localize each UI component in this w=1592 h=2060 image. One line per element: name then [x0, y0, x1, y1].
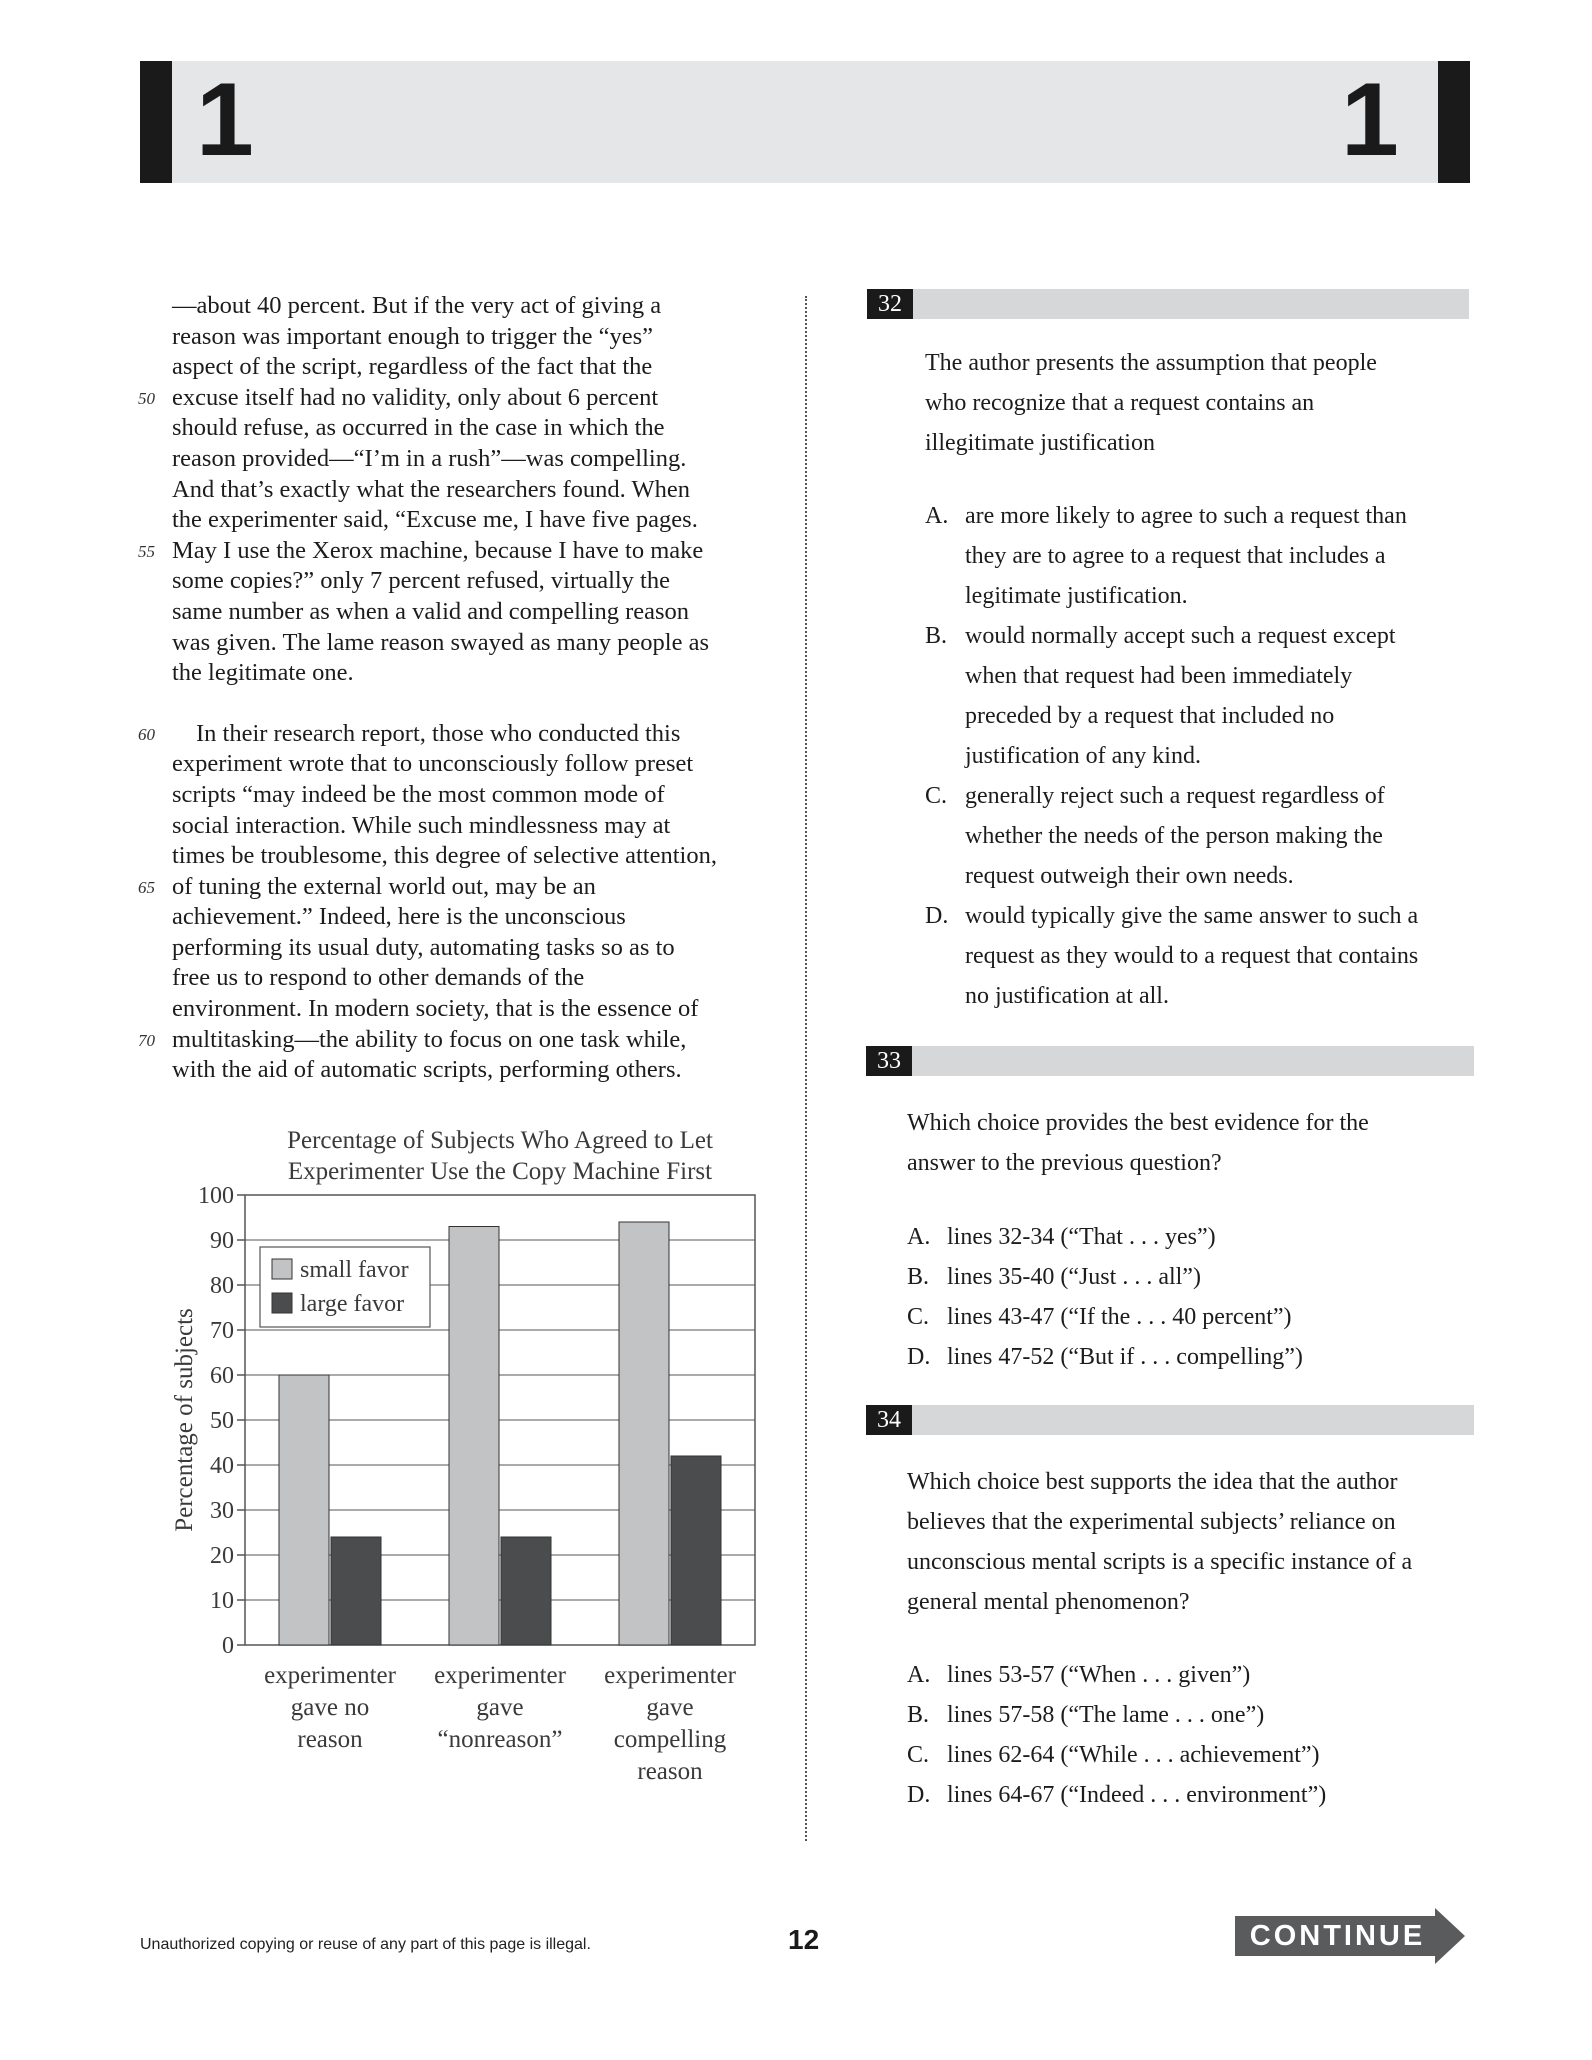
question-number: 32 [867, 289, 913, 319]
reading-passage [138, 291, 772, 1086]
passage-line-text: And that’s exactly what the researchers found. When [172, 475, 690, 503]
x-category-label: reason [637, 1758, 703, 1785]
option-text-line: lines 64-67 (“Indeed . . . environment”) [947, 1782, 1327, 1808]
y-tick-label: 50 [210, 1408, 234, 1434]
passage-line [172, 322, 772, 353]
question-stem-line: unconscious mental scripts is a specific instance of a [907, 1549, 1413, 1575]
option-text-line: legitimate justification. [965, 583, 1188, 609]
option-letter: D. [925, 903, 949, 929]
y-tick-label: 100 [198, 1183, 234, 1209]
section-number-right: 1 [1341, 62, 1399, 178]
y-tick-label: 10 [210, 1588, 234, 1614]
x-category-label: gave [476, 1694, 524, 1721]
answer-options [907, 1655, 1326, 1815]
option-letter: B. [925, 623, 948, 649]
passage-line-text: should refuse, as occurred in the case in which the [172, 414, 665, 442]
chart-title-line: Experimenter Use the Copy Machine First [287, 1158, 713, 1185]
passage-line [172, 505, 772, 536]
passage-line [138, 1025, 772, 1056]
option-text-line: lines 62-64 (“While . . . achievement”) [947, 1742, 1320, 1768]
passage-line [172, 597, 772, 628]
option-text-line: they are to agree to a request that includes a [965, 543, 1386, 569]
answer-option-b[interactable] [907, 1257, 1303, 1297]
option-text-line: preceded by a request that included no [965, 703, 1335, 729]
answer-option-c[interactable] [907, 1735, 1326, 1775]
continue-label: CONTINUE [1249, 1920, 1426, 1952]
passage-line-text: times be troublesome, this degree of selective attention, [172, 842, 717, 870]
passage-line [172, 658, 772, 689]
passage-line [172, 444, 772, 475]
passage-line-text: the experimenter said, “Excuse me, I have five pages. [172, 506, 698, 534]
question-number: 33 [866, 1046, 912, 1076]
option-text-line: lines 35-40 (“Just . . . all”) [947, 1264, 1201, 1290]
section-header-right-bar [1438, 61, 1470, 183]
passage-line-text: environment. In modern society, that is the essence of [172, 995, 699, 1023]
question-stem-line: illegitimate justification [925, 430, 1155, 456]
line-number: 70 [138, 1030, 155, 1050]
question-stem-line: believes that the experimental subjects’ reliance on [907, 1509, 1396, 1535]
passage-line [172, 628, 772, 659]
passage-line [172, 994, 772, 1025]
question-stem-line: general mental phenomenon? [907, 1589, 1190, 1615]
passage-line-text: May I use the Xerox machine, because I have to make [172, 536, 704, 564]
passage-line-text: the legitimate one. [172, 659, 354, 687]
answer-option-d[interactable] [907, 1775, 1326, 1815]
passage-line-text: —about 40 percent. But if the very act of giving a [172, 292, 662, 319]
answer-option-d[interactable] [907, 1337, 1303, 1377]
x-category-label: experimenter [604, 1662, 736, 1689]
passage-line [172, 749, 772, 780]
chart-title-line: Percentage of Subjects Who Agreed to Let [287, 1127, 713, 1154]
column-divider [805, 296, 807, 1841]
x-category-label: gave [646, 1694, 694, 1721]
passage-line [138, 383, 772, 414]
passage-line-text: was given. The lame reason swayed as many people as [172, 628, 710, 656]
bar-large-favor [331, 1537, 381, 1645]
x-category-label: compelling [613, 1726, 727, 1753]
passage-line-text: excuse itself had no validity, only about 6 percent [172, 383, 659, 411]
passage-line-text: scripts “may indeed be the most common mode of [172, 780, 665, 808]
passage-line-text: performing its usual duty, automating tasks so as to [172, 933, 675, 961]
x-category-label: experimenter [434, 1662, 566, 1689]
option-letter: D. [907, 1344, 931, 1370]
y-tick-label: 0 [222, 1633, 234, 1659]
passage-line-text: aspect of the script, regardless of the fact that the [172, 353, 653, 381]
section-header-band [140, 61, 1470, 183]
legend-swatch [272, 1259, 292, 1279]
passage-line [172, 780, 772, 811]
bar-large-favor [501, 1537, 551, 1645]
answer-option-c[interactable] [907, 1297, 1303, 1337]
question-stem-line: The author presents the assumption that people [925, 350, 1377, 376]
x-category-label: experimenter [264, 1662, 396, 1689]
option-letter: C. [907, 1304, 930, 1330]
question-header-bar [867, 289, 1469, 319]
passage-line-text: same number as when a valid and compelling reason [172, 597, 690, 625]
y-tick-label: 40 [210, 1453, 234, 1479]
answer-option-b[interactable] [925, 616, 1418, 776]
question-stem-line: Which choice best supports the idea that the author [907, 1469, 1398, 1495]
option-text-line: justification of any kind. [965, 743, 1201, 769]
option-letter: B. [907, 1264, 930, 1290]
question-header-bar [866, 1405, 1474, 1435]
line-number: 50 [138, 388, 155, 408]
question-stem [925, 343, 1377, 463]
y-tick-label: 90 [210, 1228, 234, 1254]
option-letter: B. [907, 1702, 930, 1728]
x-category-label: reason [297, 1726, 363, 1753]
question-stem [907, 1462, 1412, 1622]
passage-line-text: of tuning the external world out, may be an [172, 872, 596, 900]
y-tick-label: 60 [210, 1363, 234, 1389]
y-tick-label: 30 [210, 1498, 234, 1524]
answer-options [907, 1217, 1303, 1377]
passage-line-text: experiment wrote that to unconsciously follow preset [172, 750, 694, 778]
passage-line [138, 719, 772, 750]
passage-line [138, 536, 772, 567]
line-number: 55 [138, 541, 155, 561]
passage-line [172, 291, 772, 322]
passage-paragraph-1 [138, 291, 772, 689]
option-letter: C. [925, 783, 948, 809]
option-letter: A. [907, 1662, 931, 1688]
y-tick-label: 80 [210, 1273, 234, 1299]
option-text-line: no justification at all. [965, 983, 1169, 1009]
line-number: 65 [138, 877, 155, 897]
legend-label: large favor [300, 1291, 405, 1317]
option-text-line: lines 43-47 (“If the . . . 40 percent”) [947, 1304, 1292, 1330]
passage-line [172, 1055, 772, 1086]
answer-option-a[interactable] [907, 1217, 1303, 1257]
y-tick-label: 70 [210, 1318, 234, 1344]
option-text-line: whether the needs of the person making the [965, 823, 1383, 849]
option-text-line: request outweigh their own needs. [965, 863, 1294, 889]
option-text-line: lines 32-34 (“That . . . yes”) [947, 1224, 1216, 1250]
passage-line [172, 413, 772, 444]
x-category-label: gave no [290, 1694, 370, 1721]
copyright-notice: Unauthorized copying or reuse of any part of this page is illegal. [140, 1936, 591, 1953]
passage-line [172, 352, 772, 383]
option-letter: D. [907, 1782, 931, 1808]
option-text-line: would typically give the same answer to such a [965, 903, 1419, 929]
passage-line [172, 841, 772, 872]
question-stem [907, 1103, 1369, 1183]
question-stem-line: answer to the previous question? [907, 1150, 1222, 1176]
question-number: 34 [866, 1405, 912, 1435]
passage-line [138, 872, 772, 903]
bar-large-favor [671, 1456, 721, 1645]
answer-option-a[interactable] [925, 496, 1418, 616]
passage-line [172, 811, 772, 842]
answer-option-d[interactable] [925, 896, 1418, 1016]
question-stem-line: Which choice provides the best evidence for the [907, 1110, 1369, 1136]
legend-label: small favor [300, 1257, 409, 1283]
passage-line-text: achievement.” Indeed, here is the unconscious [172, 903, 626, 931]
passage-line-text: some copies?” only 7 percent refused, virtually the [172, 567, 670, 595]
answer-option-c[interactable] [925, 776, 1418, 896]
option-text-line: lines 53-57 (“When . . . given”) [947, 1662, 1251, 1688]
section-number-left: 1 [196, 62, 254, 178]
passage-line-text: reason provided—“I’m in a rush”—was compelling. [172, 444, 687, 472]
page-number: 12 [788, 1924, 820, 1955]
section-header-left-bar [140, 61, 172, 183]
passage-line-text: free us to respond to other demands of the [172, 964, 585, 992]
bar-chart-svg [160, 1115, 780, 1805]
answer-option-b[interactable] [907, 1695, 1326, 1735]
passage-line [172, 566, 772, 597]
question-header-bar [866, 1046, 1474, 1076]
bar-small-favor [619, 1222, 669, 1645]
option-text-line: when that request had been immediately [965, 663, 1353, 689]
passage-line-text: multitasking—the ability to focus on one task while, [172, 1025, 687, 1053]
option-text-line: generally reject such a request regardless of [965, 783, 1385, 809]
y-axis-label: Percentage of subjects [171, 1308, 198, 1532]
passage-line [172, 963, 772, 994]
passage-paragraph-2 [138, 719, 772, 1086]
bar-chart [160, 1115, 780, 1805]
passage-line-text: with the aid of automatic scripts, performing others. [172, 1056, 682, 1084]
answer-options [925, 496, 1418, 1016]
continue-banner [1235, 1908, 1465, 1964]
passage-line-text: reason was important enough to trigger the “yes” [172, 322, 654, 350]
passage-line [172, 475, 772, 506]
option-letter: C. [907, 1742, 930, 1768]
passage-line-text: In their research report, those who conducted this [196, 719, 681, 747]
option-text-line: lines 47-52 (“But if . . . compelling”) [947, 1344, 1303, 1370]
x-category-label: “nonreason” [437, 1726, 563, 1753]
option-text-line: are more likely to agree to such a request than [965, 503, 1407, 529]
answer-option-a[interactable] [907, 1655, 1326, 1695]
passage-line-text: social interaction. While such mindlessness may at [172, 811, 671, 839]
bar-small-favor [279, 1375, 329, 1645]
question-stem-line: who recognize that a request contains an [925, 390, 1315, 416]
line-number: 60 [138, 724, 155, 744]
option-letter: A. [907, 1224, 931, 1250]
passage-line [172, 902, 772, 933]
option-text-line: lines 57-58 (“The lame . . . one”) [947, 1702, 1265, 1728]
legend-swatch [272, 1293, 292, 1313]
y-tick-label: 20 [210, 1543, 234, 1569]
bar-small-favor [449, 1227, 499, 1646]
option-letter: A. [925, 503, 949, 529]
option-text-line: request as they would to a request that contains [965, 943, 1419, 969]
passage-line [172, 933, 772, 964]
option-text-line: would normally accept such a request except [965, 623, 1396, 649]
